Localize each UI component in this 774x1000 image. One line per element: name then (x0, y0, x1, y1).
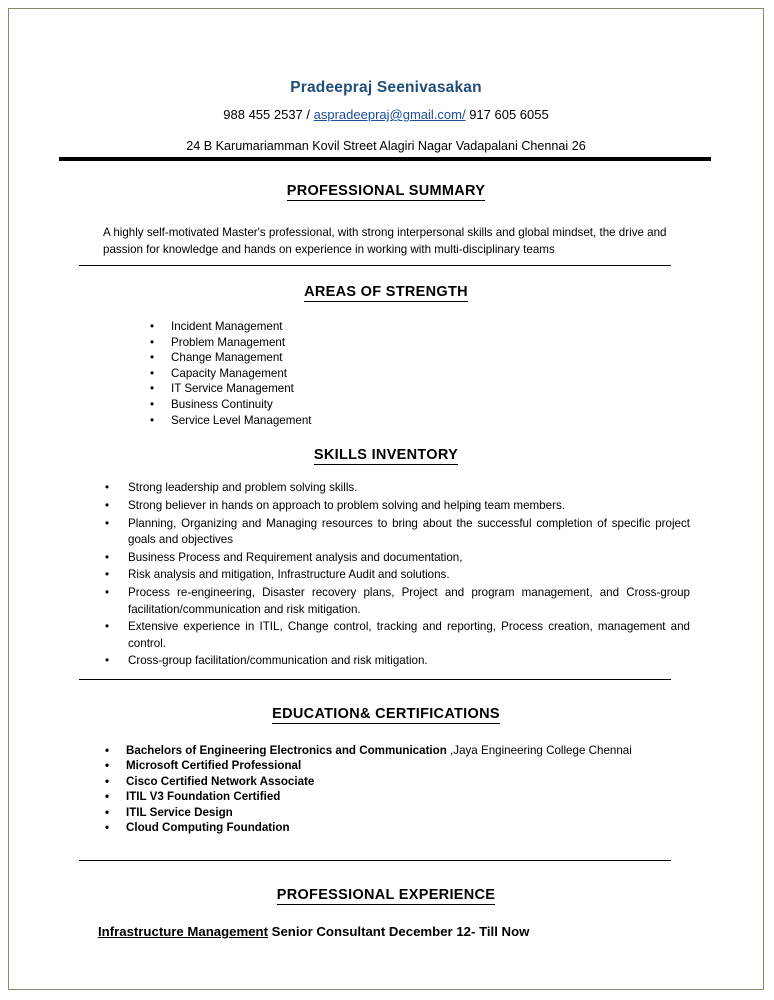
bullet-icon: • (150, 335, 155, 349)
section-heading-education-certifications (9, 706, 763, 722)
list-item-label (126, 805, 690, 820)
email-link[interactable]: aspradeepraj@gmail.com/ (313, 107, 466, 122)
contact-line (9, 107, 763, 122)
list-item (105, 480, 690, 496)
list-item-label: Problem Management (171, 335, 286, 349)
bullet-icon: • (150, 413, 155, 427)
bullet-icon: • (105, 568, 110, 582)
list-item-label: Cross-group facilitation/communication and risk mitigation. (128, 654, 428, 668)
list-item (150, 350, 470, 366)
list-item (105, 820, 690, 835)
list-item (150, 397, 470, 413)
list-item-label: Business Process and Requirement analysis and documentation, (128, 550, 463, 564)
section-heading-text: EDUCATION& CERTIFICATIONS (272, 706, 500, 722)
bullet-icon: • (150, 320, 155, 333)
list-item-label (126, 789, 690, 804)
bullet-icon: • (105, 805, 110, 819)
certification-name: Cisco Certified Network Associate (126, 774, 315, 788)
list-item-label: Incident Management (171, 320, 283, 333)
certification-name: ITIL V3 Foundation Certified (126, 790, 281, 804)
list-item (105, 619, 690, 652)
list-item (105, 498, 690, 514)
list-item (105, 774, 690, 789)
list-item-label: Extensive experience in ITIL, Change control, tracking and reporting, Process creation, management and control. (128, 620, 690, 650)
bullet-icon: • (105, 586, 110, 600)
list-item-label: Change Management (171, 351, 283, 365)
section-heading-text: AREAS OF STRENGTH (304, 284, 468, 300)
list-item-label: Service Level Management (171, 413, 312, 427)
bullet-icon: • (150, 397, 155, 411)
bullet-icon: • (105, 620, 110, 634)
list-item-label: Strong leadership and problem solving skills. (128, 481, 358, 494)
list-item-label: Process re-engineering, Disaster recovery plans, Project and program management, and Cross-group facilitation/communication and risk mitigation. (128, 586, 690, 616)
skills-inventory-list (105, 480, 690, 671)
bullet-icon: • (105, 774, 110, 788)
bullet-icon: • (105, 821, 110, 835)
bullet-icon: • (150, 382, 155, 396)
bullet-icon: • (105, 790, 110, 804)
candidate-name: Pradeepraj Seenivasakan (290, 79, 482, 96)
skills-divider (79, 679, 671, 680)
professional-summary-text: A highly self-motivated Master's professional, with strong interpersonal skills and global mindset, the drive and passion for knowledge and hands on experience in working with multi-disciplinary teams (103, 226, 667, 256)
list-item (150, 366, 470, 382)
list-item-label (126, 820, 690, 835)
section-heading-professional-summary (9, 183, 763, 199)
list-item-label: Risk analysis and mitigation, Infrastructure Audit and solutions. (128, 568, 450, 582)
section-heading-text: PROFESSIONAL SUMMARY (286, 183, 486, 199)
bullet-icon: • (105, 516, 110, 530)
bullet-icon: • (105, 759, 110, 773)
phone-primary: 988 455 2537 (223, 107, 303, 122)
section-heading-professional-experience (9, 887, 763, 903)
certification-name: ITIL Service Design (126, 805, 233, 819)
list-item (150, 335, 470, 351)
contact-separator: / (302, 107, 314, 122)
list-item-label (126, 758, 690, 773)
job-position-dates: Senior Consultant December 12- Till Now (268, 924, 530, 939)
bullet-icon: • (105, 550, 110, 564)
list-item-label (126, 774, 690, 789)
phone-secondary: 917 605 6055 (465, 107, 549, 122)
list-item-label: Capacity Management (171, 366, 287, 380)
certification-name: Microsoft Certified Professional (126, 759, 302, 773)
education-divider (79, 860, 671, 861)
list-item (105, 743, 690, 758)
bullet-icon: • (105, 654, 110, 668)
list-item-label: Business Continuity (171, 397, 273, 411)
list-item (105, 805, 690, 820)
resume-page-content (9, 9, 763, 989)
list-item (105, 516, 690, 549)
address-line: 24 B Karumariamman Kovil Street Alagiri Nagar Vadapalani Chennai 26 (186, 139, 586, 153)
section-heading-text: SKILLS INVENTORY (313, 447, 459, 463)
bullet-icon: • (105, 744, 110, 757)
list-item (105, 550, 690, 566)
section-heading-areas-of-strength (9, 284, 763, 300)
list-item-label: Strong believer in hands on approach to problem solving and helping team members. (128, 498, 565, 512)
list-item-label: Planning, Organizing and Managing resources to bring about the successful completion of specific project goals and objectives (128, 516, 690, 546)
list-item (105, 758, 690, 773)
list-item (105, 789, 690, 804)
header-divider (59, 157, 711, 161)
institution-name: ,Jaya Engineering College Chennai (446, 744, 632, 757)
list-item (150, 413, 470, 429)
bullet-icon: • (150, 366, 155, 380)
list-item (105, 567, 690, 583)
list-item-label: IT Service Management (171, 382, 294, 396)
job-entry (98, 924, 529, 939)
certification-name: Cloud Computing Foundation (126, 821, 290, 835)
section-heading-text: PROFESSIONAL EXPERIENCE (276, 887, 496, 903)
bullet-icon: • (105, 481, 110, 494)
areas-of-strength-list (150, 319, 470, 428)
section-heading-skills-inventory (9, 447, 763, 463)
list-item-label (126, 743, 690, 758)
degree-title: Bachelors of Engineering Electronics and Communication (126, 744, 447, 757)
bullet-icon: • (105, 498, 110, 512)
education-certifications-list (105, 743, 690, 835)
list-item (150, 319, 470, 335)
summary-divider (79, 265, 671, 266)
list-item (150, 381, 470, 397)
list-item (105, 585, 690, 618)
list-item (105, 653, 690, 669)
job-title-role: Infrastructure Management (98, 924, 269, 939)
resume-page (8, 8, 764, 990)
bullet-icon: • (150, 351, 155, 365)
